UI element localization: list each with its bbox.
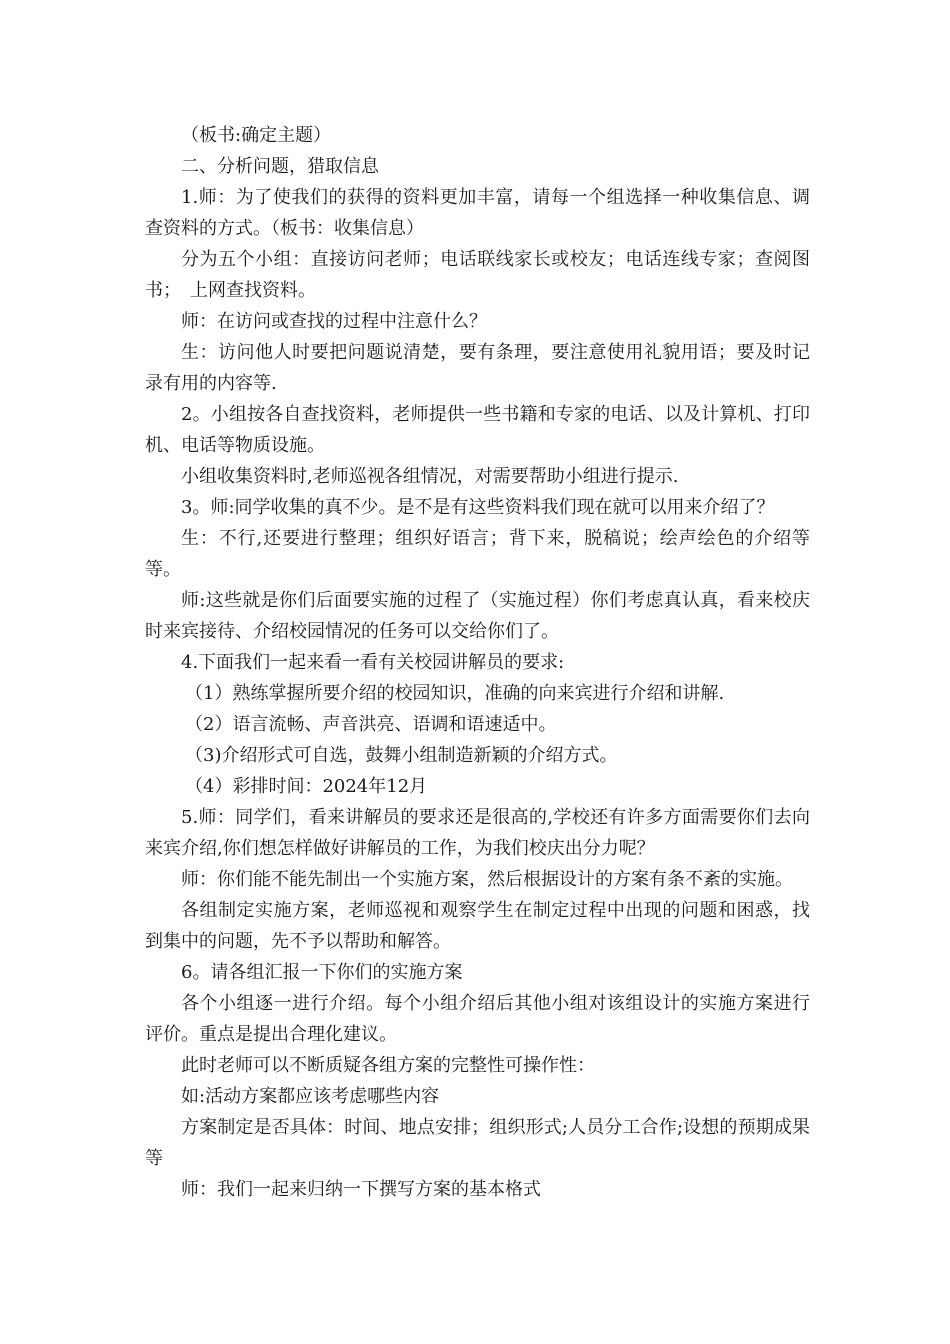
requirement-item-4: （4）彩排时间：2024年12月 — [185, 776, 428, 797]
paragraph-plan-details: 方案制定是否具体：时间、地点安排；组织形式;人员分工合作;设想的预期成果等 — [145, 1117, 810, 1169]
requirement-item-1: （1）熟练掌握所要介绍的校园知识，准确的向来宾进行介绍和讲解. — [185, 683, 725, 704]
paragraph-group-report: 各个小组逐一进行介绍。每个小组介绍后其他小组对该组设计的实施方案进行评价。重点是提出合理化建议。 — [145, 993, 810, 1045]
paragraph-board-topic: （板书:确定主题） — [181, 125, 332, 146]
paragraph-step-2: 2。小组按各自查找资料，老师提供一些书籍和专家的电话、以及计算机、打印机、电话等物质设施。 — [145, 404, 810, 456]
paragraph-teacher-summary: 师：我们一起来归纳一下撰写方案的基本格式 — [181, 1179, 541, 1200]
paragraph-teacher-question: 师：在访问或查找的过程中注意什么？ — [181, 311, 487, 332]
paragraph-step-6: 6。请各组汇报一下你们的实施方案 — [181, 962, 463, 983]
paragraph-step-4: 4.下面我们一起来看一看有关校园讲解员的要求: — [181, 652, 565, 673]
paragraph-step-3: 3。师:同学收集的真不少。是不是有这些资料我们现在就可以用来介绍了？ — [181, 497, 775, 518]
paragraph-student-answer: 生：访问他人时要把问题说清楚，要有条理，要注意使用礼貌用语；要及时记录有用的内容等. — [145, 342, 810, 394]
document-body — [145, 120, 810, 1205]
paragraph-teacher-plan: 师：你们能不能先制出一个实施方案，然后根据设计的方案有条不紊的实施。 — [181, 869, 793, 890]
paragraph-groups: 分为五个小组：直接访问老师；电话联线家长或校友；电话连线专家；查阅图书； 上网查找资料。 — [145, 249, 810, 301]
paragraph-student-reply: 生：不行,还要进行整理；组织好语言；背下来，脱稿说；绘声绘色的介绍等等。 — [145, 528, 810, 580]
paragraph-example: 如:活动方案都应该考虑哪些内容 — [181, 1086, 440, 1107]
requirement-item-2: （2）语言流畅、声音洪亮、语调和语速适中。 — [185, 714, 557, 735]
paragraph-groups-plan: 各组制定实施方案，老师巡视和观察学生在制定过程中出现的问题和困惑，找到集中的问题，先不予以帮助和解答。 — [145, 900, 810, 952]
requirement-item-3: （3)介绍形式可自选，鼓舞小组制造新颖的介绍方式。 — [185, 745, 618, 766]
paragraph-teacher-patrol: 小组收集资料时,老师巡视各组情况，对需要帮助小组进行提示. — [181, 466, 679, 487]
paragraph-step-1: 1.师：为了使我们的获得的资料更加丰富，请每一个组选择一种收集信息、调查资料的方式。（板书：收集信息） — [145, 187, 810, 239]
paragraph-step-5: 5.师：同学们，看来讲解员的要求还是很高的,学校还有许多方面需要你们去向来宾介绍,你们想怎样做好讲解员的工作，为我们校庆出分力呢？ — [145, 807, 810, 859]
paragraph-teacher-question-plan: 此时老师可以不断质疑各组方案的完整性可操作性： — [181, 1055, 595, 1076]
section-heading-analyze: 二、分析问题，猎取信息 — [181, 156, 379, 177]
paragraph-teacher-comment: 师:这些就是你们后面要实施的过程了（实施过程）你们考虑真认真，看来校庆时来宾接待、介绍校园情况的任务可以交给你们了。 — [145, 590, 810, 642]
